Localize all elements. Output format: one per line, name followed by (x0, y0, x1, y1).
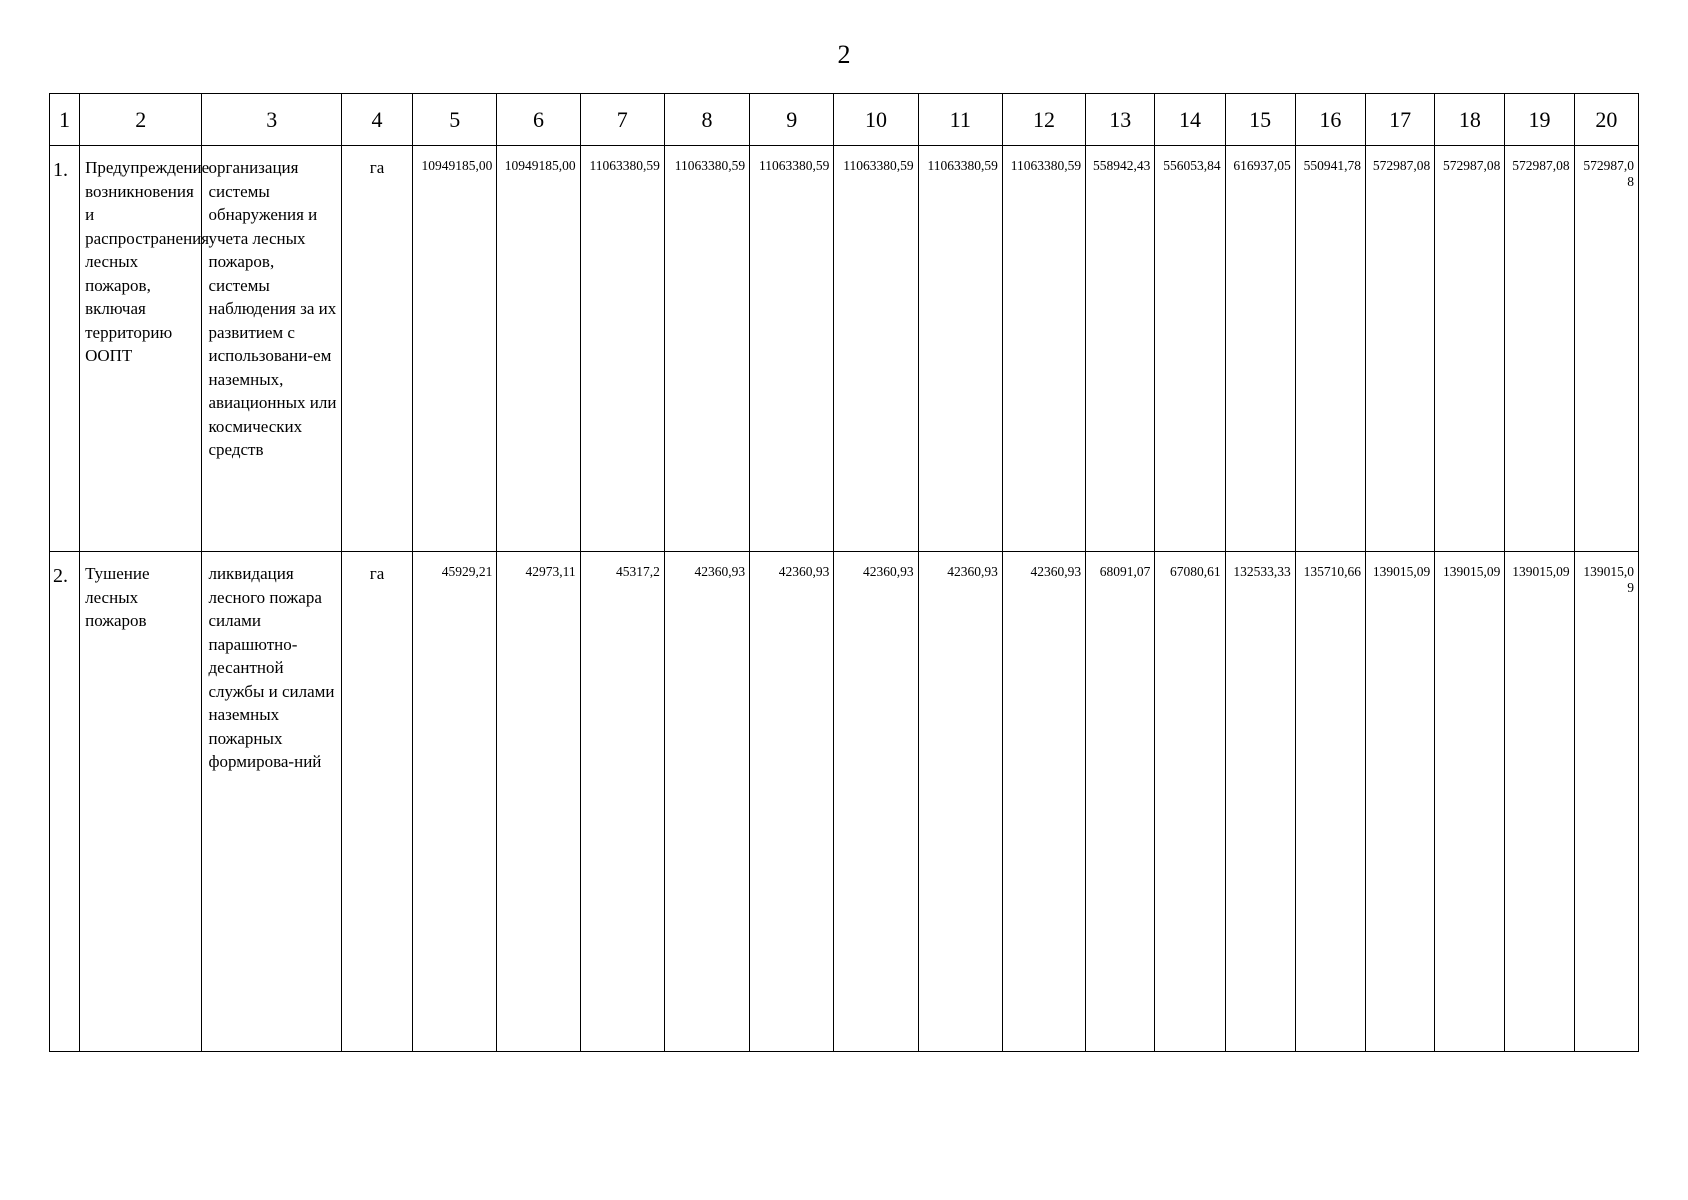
measure-description: ликвидация лесного пожара силами парашютно-десантной службы и силами наземных пожарных формирова-ний (202, 552, 341, 1052)
page-number: 2 (837, 40, 851, 69)
activity-name: Предупреждение возникновения и распространения лесных пожаров, включая территорию ООПТ (80, 146, 202, 552)
header-cell: 15 (1225, 94, 1295, 146)
value-cell: 135710,66 (1295, 552, 1365, 1052)
header-cell: 12 (1002, 94, 1085, 146)
value-cell: 11063380,59 (834, 146, 918, 552)
header-cell: 1 (50, 94, 80, 146)
header-cell: 20 (1574, 94, 1638, 146)
value-cell: 42360,93 (1002, 552, 1085, 1052)
value-cell: 68091,07 (1086, 552, 1155, 1052)
value-cell: 139015,09 (1574, 552, 1638, 1052)
value-cell: 139015,09 (1435, 552, 1505, 1052)
value-cell: 11063380,59 (664, 146, 749, 552)
value-cell: 11063380,59 (580, 146, 664, 552)
value-cell: 139015,09 (1366, 552, 1435, 1052)
header-row (50, 94, 1639, 146)
unit-cell: га (341, 552, 412, 1052)
header-cell: 2 (80, 94, 202, 146)
value-cell: 42360,93 (750, 552, 834, 1052)
unit-cell: га (341, 146, 412, 552)
header-cell: 10 (834, 94, 918, 146)
value-cell: 556053,84 (1155, 146, 1225, 552)
row-number: 2. (50, 552, 80, 1052)
table-row (50, 552, 1639, 1052)
header-cell: 9 (750, 94, 834, 146)
value-cell: 45317,2 (580, 552, 664, 1052)
value-cell: 139015,09 (1505, 552, 1574, 1052)
value-cell: 10949185,00 (497, 146, 580, 552)
value-cell: 550941,78 (1295, 146, 1365, 552)
data-table (49, 93, 1639, 1052)
value-cell: 42360,93 (664, 552, 749, 1052)
value-cell: 132533,33 (1225, 552, 1295, 1052)
value-cell: 11063380,59 (1002, 146, 1085, 552)
header-cell: 3 (202, 94, 341, 146)
header-cell: 18 (1435, 94, 1505, 146)
value-cell: 10949185,00 (413, 146, 497, 552)
header-cell: 13 (1086, 94, 1155, 146)
value-cell: 572987,08 (1505, 146, 1574, 552)
table-row (50, 146, 1639, 552)
value-cell: 45929,21 (413, 552, 497, 1052)
value-cell: 42973,11 (497, 552, 580, 1052)
value-cell: 572987,08 (1574, 146, 1638, 552)
header-cell: 8 (664, 94, 749, 146)
measure-description: организация системы обнаружения и учета лесных пожаров, системы наблюдения за их развитием с использовани-ем наземных, авиационных или космических средств (202, 146, 341, 552)
value-cell: 67080,61 (1155, 552, 1225, 1052)
header-cell: 14 (1155, 94, 1225, 146)
value-cell: 572987,08 (1366, 146, 1435, 552)
header-cell: 6 (497, 94, 580, 146)
value-cell: 572987,08 (1435, 146, 1505, 552)
value-cell: 11063380,59 (918, 146, 1002, 552)
row-number: 1. (50, 146, 80, 552)
header-cell: 19 (1505, 94, 1574, 146)
header-cell: 5 (413, 94, 497, 146)
value-cell: 42360,93 (918, 552, 1002, 1052)
header-cell: 7 (580, 94, 664, 146)
header-cell: 17 (1366, 94, 1435, 146)
value-cell: 42360,93 (834, 552, 918, 1052)
header-cell: 4 (341, 94, 412, 146)
activity-name: Тушение лесных пожаров (80, 552, 202, 1052)
value-cell: 558942,43 (1086, 146, 1155, 552)
header-cell: 11 (918, 94, 1002, 146)
value-cell: 11063380,59 (750, 146, 834, 552)
value-cell: 616937,05 (1225, 146, 1295, 552)
header-cell: 16 (1295, 94, 1365, 146)
